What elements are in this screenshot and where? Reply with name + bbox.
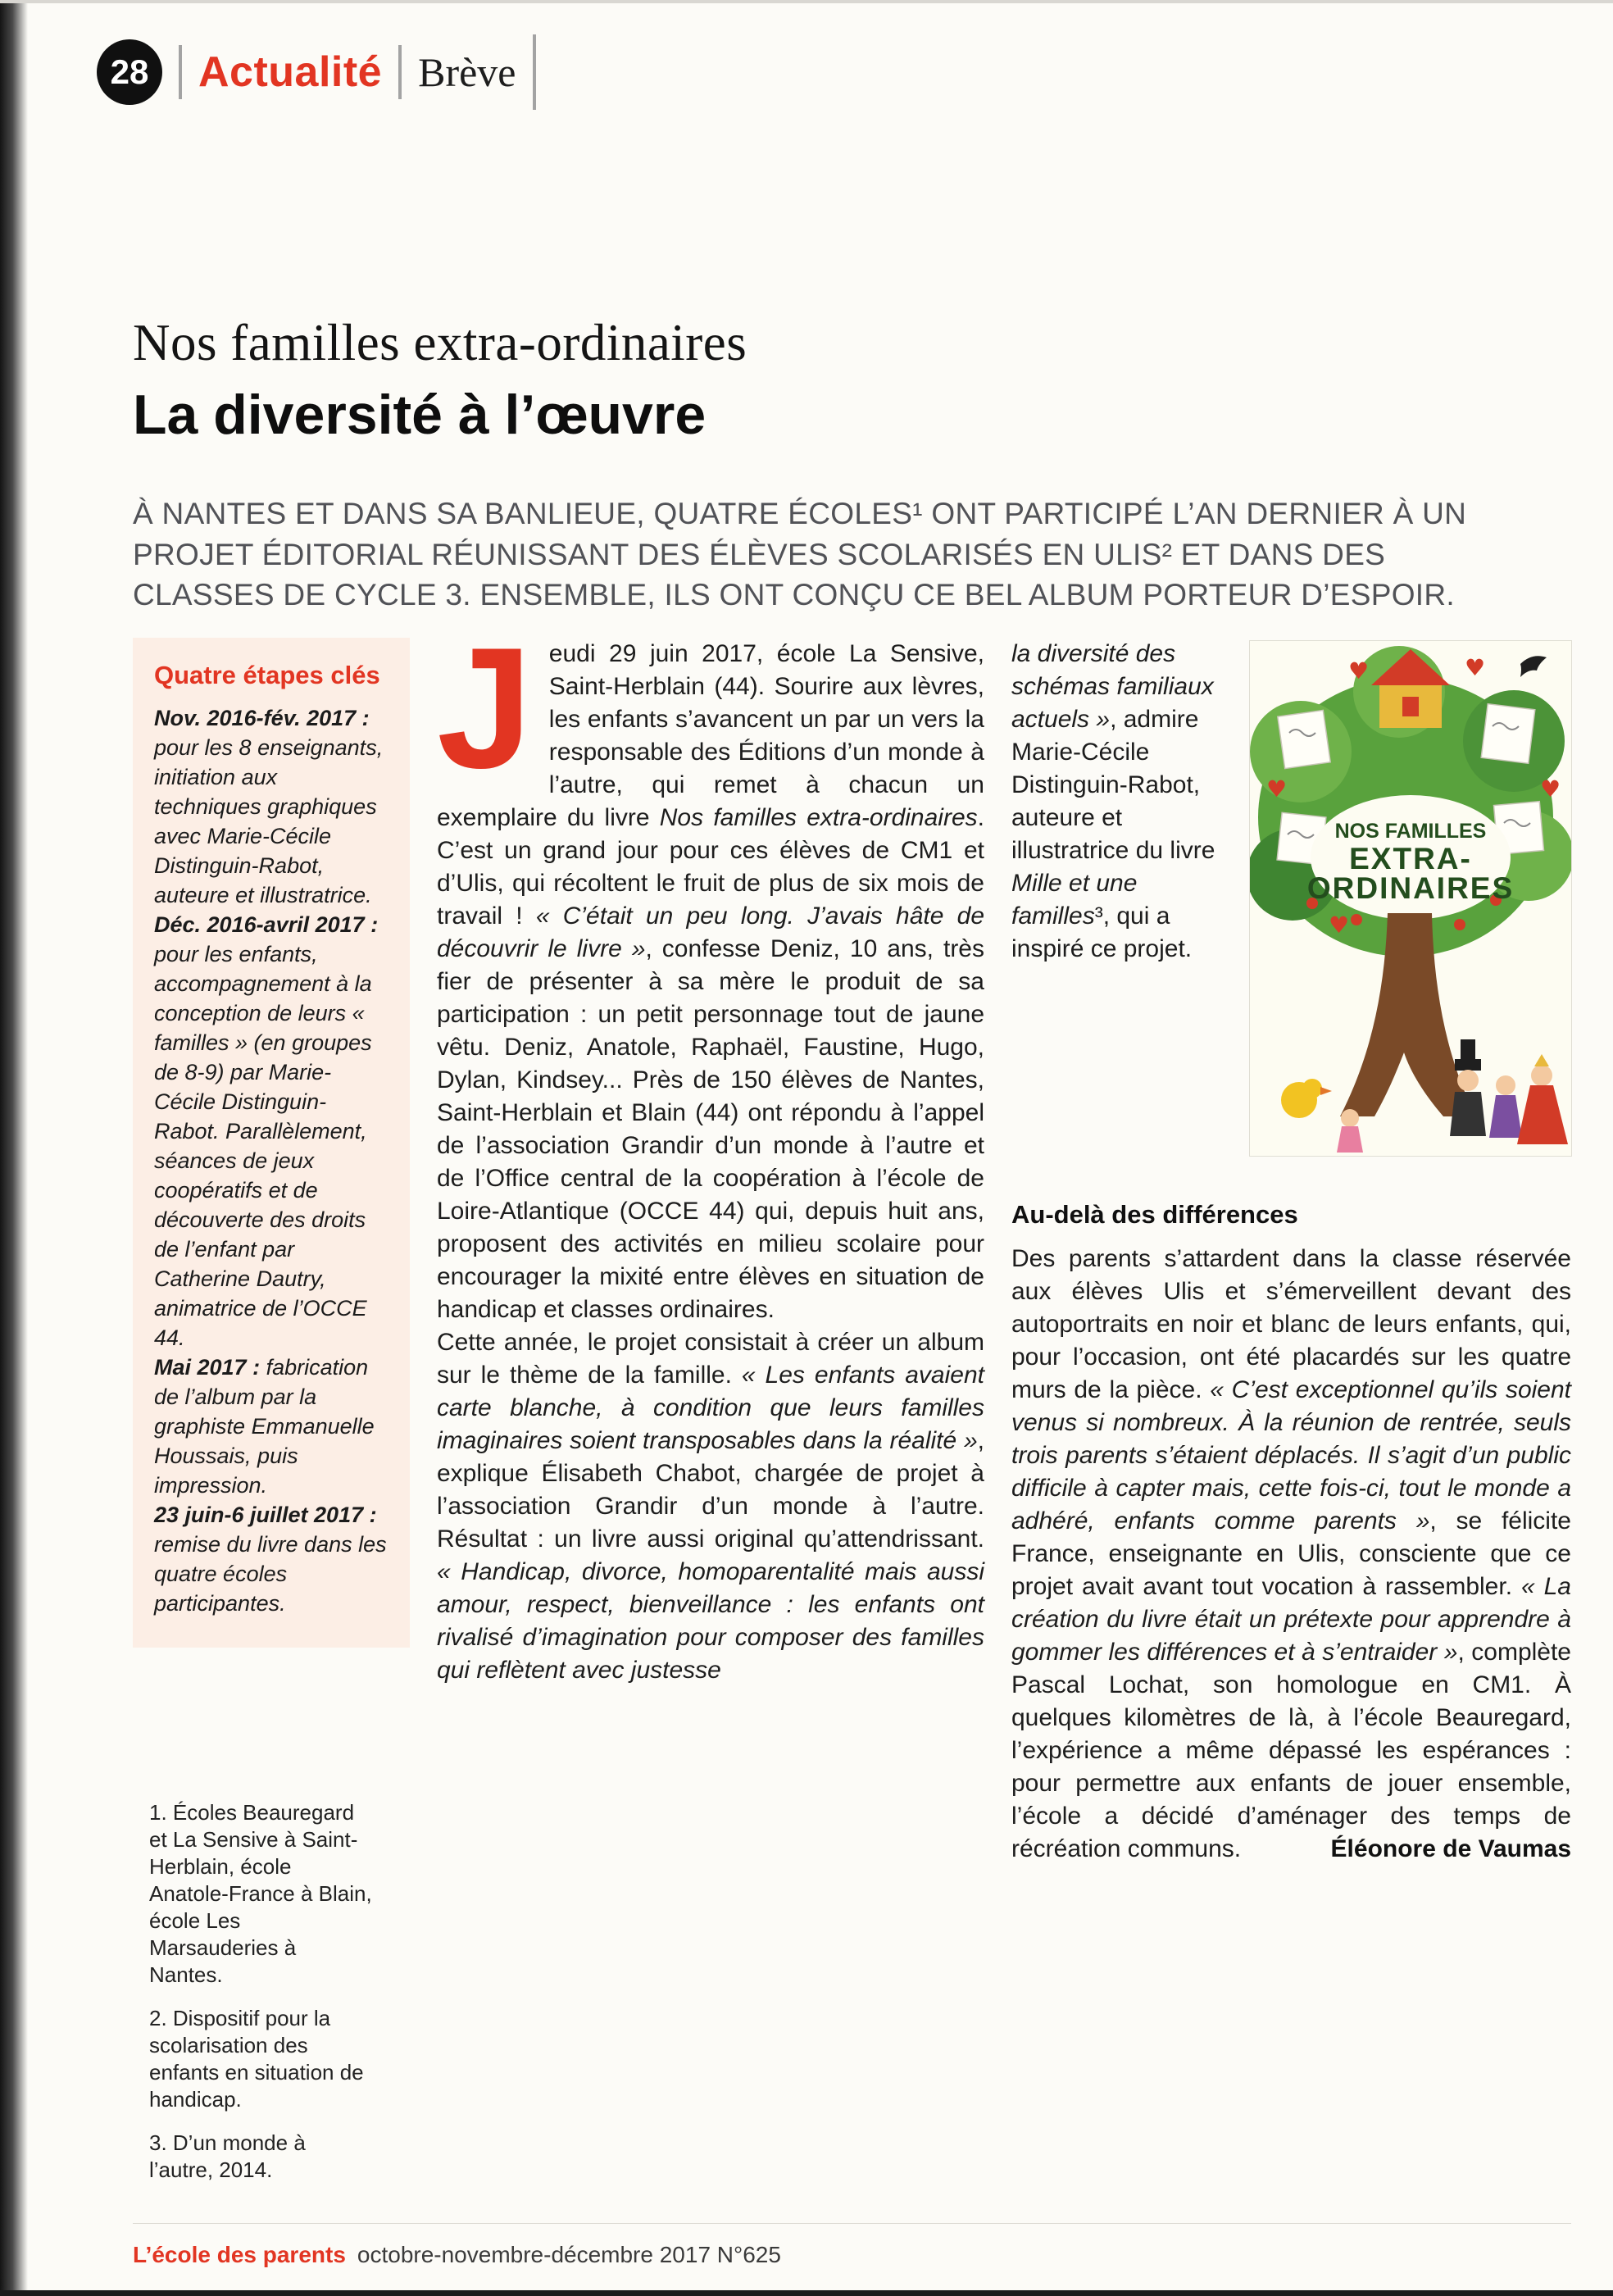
article-title: La diversité à l’œuvre	[133, 384, 707, 446]
key-step	[154, 1500, 390, 1618]
footnote: 3. D’un monde à l’autre, 2014.	[149, 2130, 306, 2182]
article-columns	[133, 612, 1571, 2200]
author-byline: Éléonore de Vaumas	[1330, 1835, 1571, 1862]
drop-cap: J	[437, 612, 533, 804]
page-header	[97, 34, 536, 110]
paragraph-text: Des parents s’attardent dans la classe réservée aux élèves Ulis et s’émerveillent devant des autoportraits en noir et blanc de leurs enfants, qui, pour l’occasion, ont été placardés sur les quatre murs de la pièce. « C’est exceptionnel qu’ils soient venus si nombreux. À la réunion de rentrée, seuls trois parents s’étaient déplacés. Il s’agit d’un public difficile à capter mais, cette fois-ci, tout le monde a adhéré, enfants comme parents », se félicite France, enseignante en Ulis, consciente que ce projet avait avant tout vocation à rassembler. « La création du livre était un prétexte pour apprendre à gommer les différences et à s’entraider », complète Pascal Lochat, son homologue en CM1. À quelques kilomètres de là, à l’école Beauregard, l’expérience a même dépassé les espérances : pour permettre aux enfants de jouer ensemble, l’école a décidé d’aménager des temps de récréation communs.	[1011, 1245, 1571, 1862]
article-paragraph	[437, 1326, 984, 1687]
section-label: Actualité	[198, 48, 383, 96]
cover-title-line1: NOS FAMILLES	[1334, 820, 1487, 843]
issue-info: octobre-novembre-décembre 2017 N°625	[357, 2242, 781, 2267]
step-text: fabrication de l’album par la graphiste Emmanuelle Houssais, puis impression.	[154, 1355, 375, 1498]
svg-text:♥: ♥	[1329, 912, 1350, 939]
title-block	[133, 313, 747, 447]
key-steps-title: Quatre étapes clés	[154, 661, 380, 689]
subsection-label: Brève	[418, 49, 516, 95]
section-subhead: Au-delà des différences	[1011, 1200, 1298, 1229]
key-step	[154, 1353, 390, 1500]
step-text: pour les 8 enseignants, initiation aux techniques graphiques avec Marie-Cécile Distinguin-Rabot, auteure et illustratrice.	[154, 735, 384, 907]
key-steps-box	[133, 638, 410, 1648]
svg-text:♥: ♥	[1540, 775, 1561, 802]
left-column	[133, 638, 410, 2200]
page-number: 28	[110, 52, 149, 91]
header-divider	[533, 34, 536, 110]
paragraph-text: Cette année, le projet consistait à créer un album sur le thème de la famille. « Les enfants avaient carte blanche, à condition que leurs familles imaginaires soient transposables dans la réalité », explique Élisabeth Chabot, chargée de projet à l’association Grandir d’un monde à l’autre. Résultat : un livre aussi original qu’attendrissant. « Handicap, divorce, homoparentalité mais aussi amour, respect, bienveillance : les enfants ont rivalisé d’imagination pour composer des familles qui reflètent avec justesse	[437, 1329, 984, 1684]
footnote: 2. Dispositif pour la scolarisation des enfants en situation de handicap.	[149, 2006, 364, 2112]
svg-text:♥: ♥	[1465, 654, 1486, 681]
magazine-name: L’école des parents	[133, 2242, 346, 2267]
standfirst: À NANTES ET DANS SA BANLIEUE, QUATRE ÉCOLES¹ ONT PARTICIPÉ L’AN DERNIER À UN PROJET ÉDITORIAL RÉUNISSANT DES ÉLÈVES SCOLARISÉS EN ULIS² ET DANS DES CLASSES DE CYCLE 3. ENSEMBLE, ILS ONT CONÇU CE BEL ALBUM PORTEUR D’ESPOIR.	[133, 497, 1467, 612]
step-date: Mai 2017 :	[154, 1355, 261, 1380]
page-footer	[133, 2223, 1571, 2268]
article-paragraph	[1011, 1243, 1571, 1866]
page-number-badge	[97, 39, 162, 105]
step-text: remise du livre dans les quatre écoles participantes.	[154, 1532, 387, 1616]
key-step	[154, 910, 390, 1353]
article-paragraph	[437, 612, 985, 1326]
middle-column	[437, 612, 985, 2200]
right-column	[1011, 638, 1571, 2200]
article-kicker: Nos familles extra-ordinaires	[133, 314, 747, 371]
key-step	[154, 703, 390, 910]
footnote: 1. Écoles Beauregard et La Sensive à Saint-Herblain, école Anatole-France à Blain, école Les Marsauderies à Nantes.	[149, 1800, 372, 1987]
cover-title-line3: ORDINAIRES	[1306, 871, 1515, 905]
step-date: 23 juin-6 juillet 2017 :	[154, 1503, 377, 1527]
svg-text:♥: ♥	[1348, 657, 1370, 684]
scan-edge-left	[0, 0, 28, 2296]
header-divider	[179, 45, 182, 99]
scan-edge-bottom	[0, 2290, 1613, 2296]
paragraph-text: la diversité des schémas familiaux actuels », admire Marie-Cécile Distinguin-Rabot, auteure et illustratrice du livre Mille et une familles³, qui a inspiré ce projet.	[1011, 640, 1215, 962]
step-text: pour les enfants, accompagnement à la conception de leurs « familles » (en groupes de 8-9) par Marie-Cécile Distinguin-Rabot. Parallèlement, séances de jeux coopératifs et de découverte des droits de l’enfant par Catherine Dautry, animatrice de l’OCCE 44.	[154, 942, 372, 1350]
book-cover-illustration	[1250, 641, 1571, 1156]
cover-title-line2: EXTRA-	[1349, 842, 1472, 875]
footnotes	[149, 1799, 374, 2184]
step-date: Nov. 2016-fév. 2017 :	[154, 706, 370, 730]
book-cover-art	[1250, 641, 1571, 1156]
scan-edge-top	[0, 0, 1613, 3]
step-date: Déc. 2016-avril 2017 :	[154, 912, 379, 937]
header-divider	[398, 45, 402, 99]
svg-text:♥: ♥	[1266, 775, 1288, 802]
paragraph-text: eudi 29 juin 2017, école La Sensive, Saint-Herblain (44). Sourire aux lèvres, les enfants s’avancent un par un vers la responsable des Éditions d’un monde à l’autre, qui remet à chacun un exemplaire du livre Nos familles extra-ordinaires. C’est un grand jour pour ces élèves de CM1 et d’Ulis, qui récoltent le fruit de plus de six mois de travail ! « C’était un peu long. J’avais hâte de découvrir le livre », confesse Deniz, 10 ans, très fier de présenter à sa mère le produit de sa participation : un petit personnage tout de jaune vêtu. Deniz, Anatole, Raphaël, Faustine, Hugo, Dylan, Kindsey... Près de 150 élèves de Nantes, Saint-Herblain et Blain (44) ont répondu à l’appel de l’association Grandir d’un monde à l’autre et de l’Office central de la coopération à l’école de Loire-Atlantique (OCCE 44) qui, depuis huit ans, proposent des activités en milieu scolaire pour encourager la mixité entre élèves en situation de handicap et classes ordinaires.	[437, 640, 985, 1323]
